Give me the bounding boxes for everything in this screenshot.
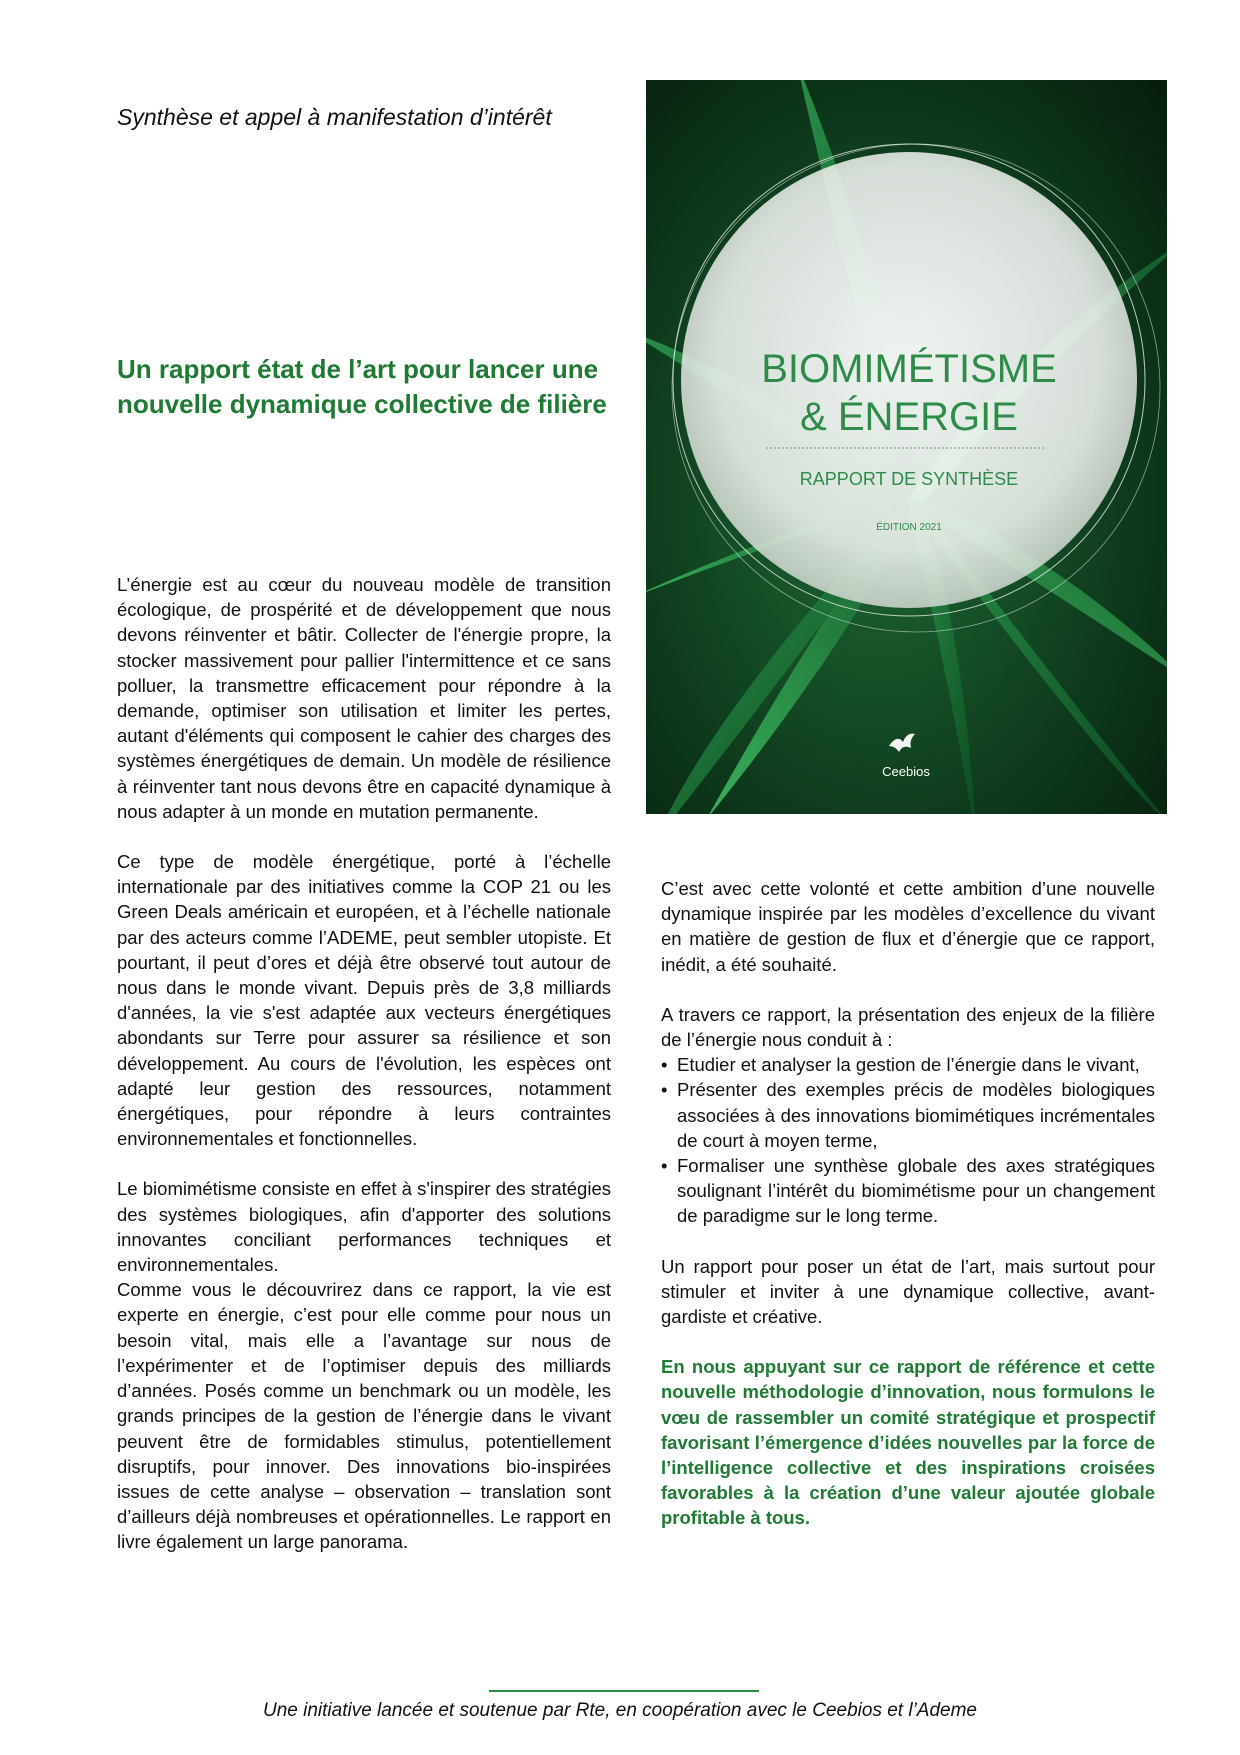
objectives-list bbox=[661, 1052, 1155, 1228]
left-paragraph: Ce type de modèle énergétique, porté à l’échelle internationale par des initiatives comme la COP 21 ou les Green Deals américain et européen, et à l’échelle nationale par des acteurs comme l’ADEME, peut sembler utopiste. Et pourtant, il peut d’ores et déjà être observé tout autour de nous dans le monde vivant. Depuis près de 3,8 milliards d'années, la vie s'est adaptée aux vecteurs énergétiques abondants sur Terre pour assurer sa résilience et son développement. Au cours de l'évolution, les espèces ont adapté leur gestion des ressources, notamment énergétiques, pour répondre à leurs contraintes environnementales et fonctionnelles. bbox=[117, 851, 611, 1150]
cover-subtitle: RAPPORT DE SYNTHÈSE bbox=[799, 469, 1019, 489]
headline: Un rapport état de l’art pour lancer une nouvelle dynamique collective de filière bbox=[117, 354, 607, 419]
closing-paragraph: Un rapport pour poser un état de l’art, mais surtout pour stimuler et inviter à une dynamique collective, avant-gardiste et créative. bbox=[661, 1255, 1155, 1328]
left-paragraph: Comme vous le découvrirez dans ce rapport, la vie est experte en énergie, c’est pour elle comme pour nous un besoin vital, mais elle a l’avantage sur nous de l’expérimenter et de l’optimiser depuis des milliards d’années. Posés comme un benchmark ou un modèle, les grands principes de la gestion de l’énergie dans le vivant peuvent être de formidables stimulus, potentiellement disruptifs, pour innover. Des innovations bio-inspirées issues de cette analyse – observation – translation sont d’ailleurs déjà nombreuses et opérationnelles. Le rapport en livre également un large panorama. bbox=[117, 1279, 611, 1553]
cover-title-line1: BIOMIMÉTISME bbox=[761, 347, 1057, 391]
footer-text: Une initiative lancée et soutenue par Rte, en coopération avec le Ceebios et l’Ademe bbox=[263, 1700, 977, 1721]
document-subtitle: Synthèse et appel à manifestation d’intérêt bbox=[117, 104, 552, 130]
cover-logo-text: Ceebios bbox=[882, 764, 930, 779]
cover-edition: ÉDITION 2021 bbox=[876, 522, 942, 533]
footer-divider bbox=[489, 1690, 759, 1692]
left-paragraph: L’énergie est au cœur du nouveau modèle de transition écologique, de prospérité et de développement que nous devons réinventer et bâtir. Collecter de l'énergie propre, la stocker massivement pour pallier l'intermittence et ce sans polluer, la transmettre efficacement pour répondre à la demande, optimiser son utilisation et limiter les pertes, autant d'éléments qui composent le cahier des charges des systèmes énergétiques de demain. Un modèle de résilience à réinventer tant nous devons être en capacité dynamique à nous adapter à un monde en mutation permanente. bbox=[117, 574, 611, 822]
right-column bbox=[661, 876, 1155, 1556]
list-intro: A travers ce rapport, la présentation des enjeux de la filière de l’énergie nous conduit à : bbox=[661, 1003, 1155, 1051]
left-paragraph: Le biomimétisme consiste en effet à s'inspirer des stratégies des systèmes biologiques, afin d'apporter des solutions innovantes conciliant performances techniques et environnementales. bbox=[117, 1178, 611, 1276]
list-item: • Etudier et analyser la gestion de l’énergie dans le vivant, bbox=[661, 1052, 1155, 1077]
right-intro-paragraph: C’est avec cette volonté et cette ambition d’une nouvelle dynamique inspirée par les modèles d’excellence du vivant en matière de gestion de flux et d’énergie que ce rapport, inédit, a été souhaité. bbox=[661, 878, 1155, 975]
cover-illustration bbox=[646, 80, 1167, 814]
call-to-action-paragraph: En nous appuyant sur ce rapport de référence et cette nouvelle méthodologie d’innovation, nous formulons le vœu de rassembler un comité stratégique et prospectif favorisant l’émergence d’idées nouvelles par la force de l’intelligence collective et des inspirations croisées favorables à la création d’une valeur ajoutée globale profitable à tous. bbox=[661, 1356, 1155, 1529]
report-cover-image bbox=[646, 80, 1167, 814]
left-column bbox=[117, 572, 611, 1555]
cover-title-line2: & ÉNERGIE bbox=[800, 395, 1018, 439]
list-item: • Formaliser une synthèse globale des axes stratégiques soulignant l’intérêt du biomimétisme pour un changement de paradigme sur le long terme. bbox=[661, 1153, 1155, 1229]
list-item: • Présenter des exemples précis de modèles biologiques associées à des innovations biomimétiques incrémentales de court à moyen terme, bbox=[661, 1077, 1155, 1153]
